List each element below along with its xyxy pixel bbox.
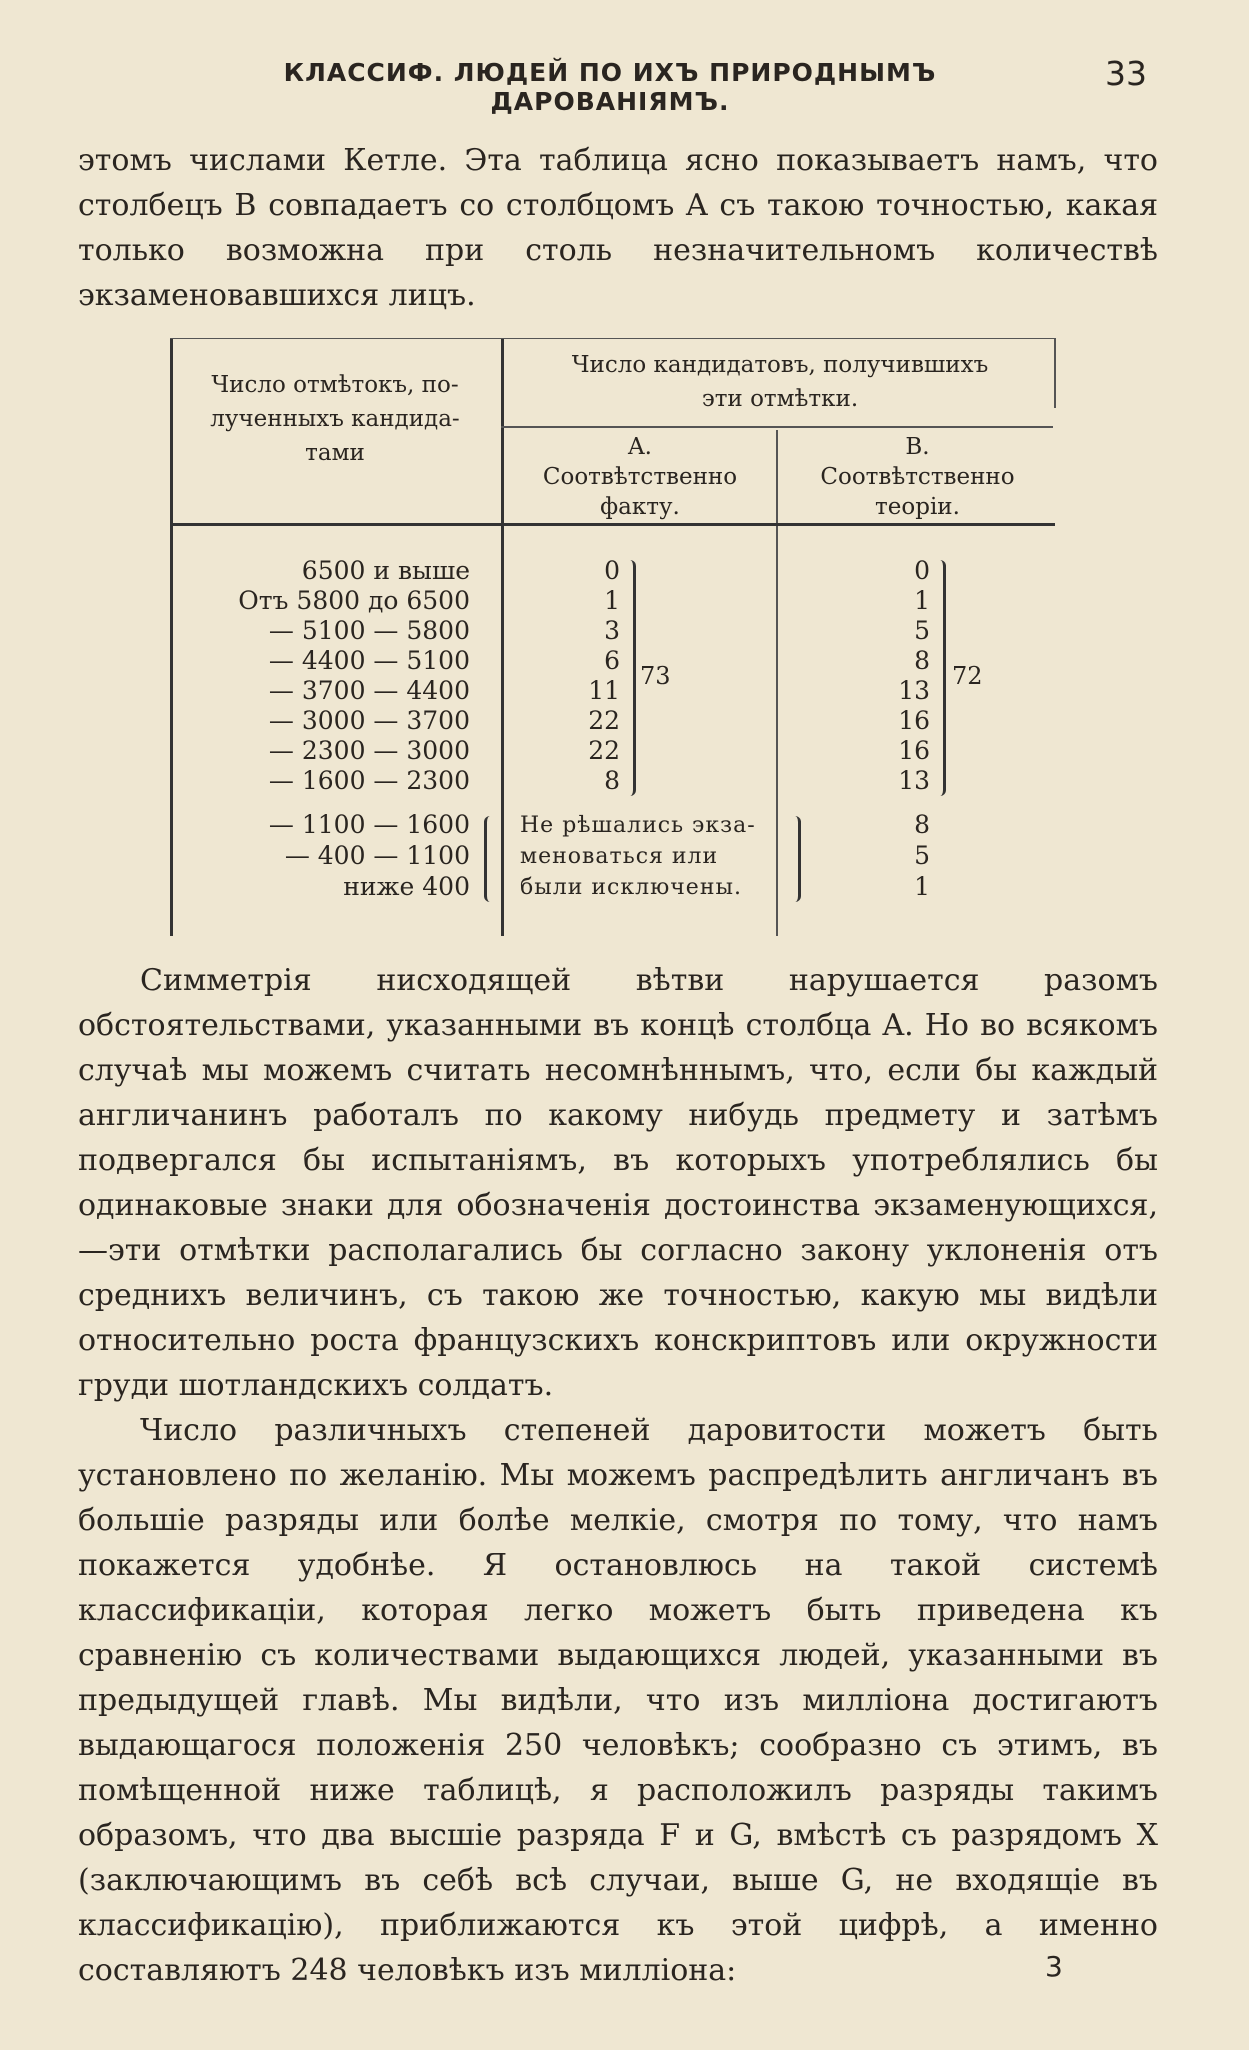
brace-b — [935, 560, 946, 796]
page-number: 33 — [1105, 54, 1147, 93]
total-b: 72 — [952, 662, 983, 690]
running-title: КЛАССИФ. ЛЮДЕЙ ПО ИХЪ ПРИРОДНЫМЪ ДАРОВАНІЯМЪ. — [283, 58, 937, 116]
table-row: — 5100 — 5800 3 5 — [268, 616, 930, 645]
table-row: — 1100 — 1600 8 — [268, 810, 930, 839]
table-row: Отъ 5800 до 6500 1 1 — [238, 586, 930, 615]
brace-lower-right — [790, 816, 801, 902]
table-row: — 3000 — 3700 22 16 — [268, 706, 930, 735]
total-a: 73 — [640, 662, 671, 690]
col1-header: Число отмѣтокъ, по- лученныхъ кандида- тами — [210, 372, 460, 466]
paragraph-2: Симметрія нисходящей вѣтви нарушается разомъ обстоятельствами, указанными въ концѣ столбца A. Но во всякомъ случаѣ мы можемъ считать несомнѣннымъ, что, если бы каждый англичанинъ работалъ по какому нибудь предмету и затѣмъ подвергался бы испытаніямъ, въ которыхъ употреблялись бы одинаковые знаки для обозначенія достоинства экзаменующихся,—эти отмѣтки располагались бы согласно закону уклоненія отъ среднихъ величинъ, съ такою же точностью, какую мы видѣли относительно роста французскихъ конскриптовъ или окружности груди шотландскихъ солдатъ. — [78, 963, 1158, 1403]
table-row: — 2300 — 3000 22 16 — [268, 736, 930, 765]
table-row: 6500 и выше 0 0 — [301, 556, 930, 585]
brace-a — [625, 560, 636, 796]
grades-table — [170, 338, 1055, 936]
table-row: — 3700 — 4400 11 13 — [268, 676, 930, 705]
brace-lower-left — [484, 816, 495, 902]
sheet-signature: 3 — [1045, 1950, 1063, 1983]
table-row: — 4400 — 5100 6 8 — [268, 646, 930, 675]
table-row: — 400 — 1100 5 — [284, 841, 930, 870]
table-row: — 1600 — 2300 8 13 — [268, 766, 930, 795]
table-row: ниже 400 1 — [343, 872, 930, 901]
colB-header: B. Соотвѣтственно теоріи. — [820, 434, 1015, 520]
paragraph-3: Число различныхъ степеней даровитости можетъ быть установлено по желанію. Мы можемъ распредѣлить англичанъ въ большіе разряды или болѣе мелкіе, смотря по тому, что намъ покажется удобнѣе. Я остановлюсь на такой системѣ классификаціи, которая легко можетъ быть приведена къ сравненію съ количествами выдающихся людей, указанными въ предыдущей главѣ. Мы видѣли, что изъ милліона достигаютъ выдающагося положенія 250 человѣкъ; сообразно съ этимъ, въ помѣщенной ниже таблицѣ, я расположилъ разряды такимъ образомъ, что два высшіе разряда F и G, вмѣстѣ съ разрядомъ X (заключающимъ въ себѣ всѣ случаи, выше G, не входящіе въ классификацію), приближаются къ этой цифрѣ, а именно составляютъ 248 человѣкъ изъ милліона: — [78, 1413, 1158, 1988]
table-note: Не рѣшались экза- меноваться или были исключены. — [520, 813, 756, 900]
group-header: Число кандидатовъ, получившихъ эти отмѣтки. — [571, 352, 989, 412]
paragraph-1: этомъ числами Кетле. Эта таблица ясно показываетъ намъ, что столбецъ B совпадаетъ со столбцомъ A съ такою точностью, какая только возможна при столь незначительномъ количествѣ экзаменовавшихся лицъ. — [78, 143, 1158, 313]
colA-header: A. Соотвѣтственно факту. — [542, 434, 738, 520]
